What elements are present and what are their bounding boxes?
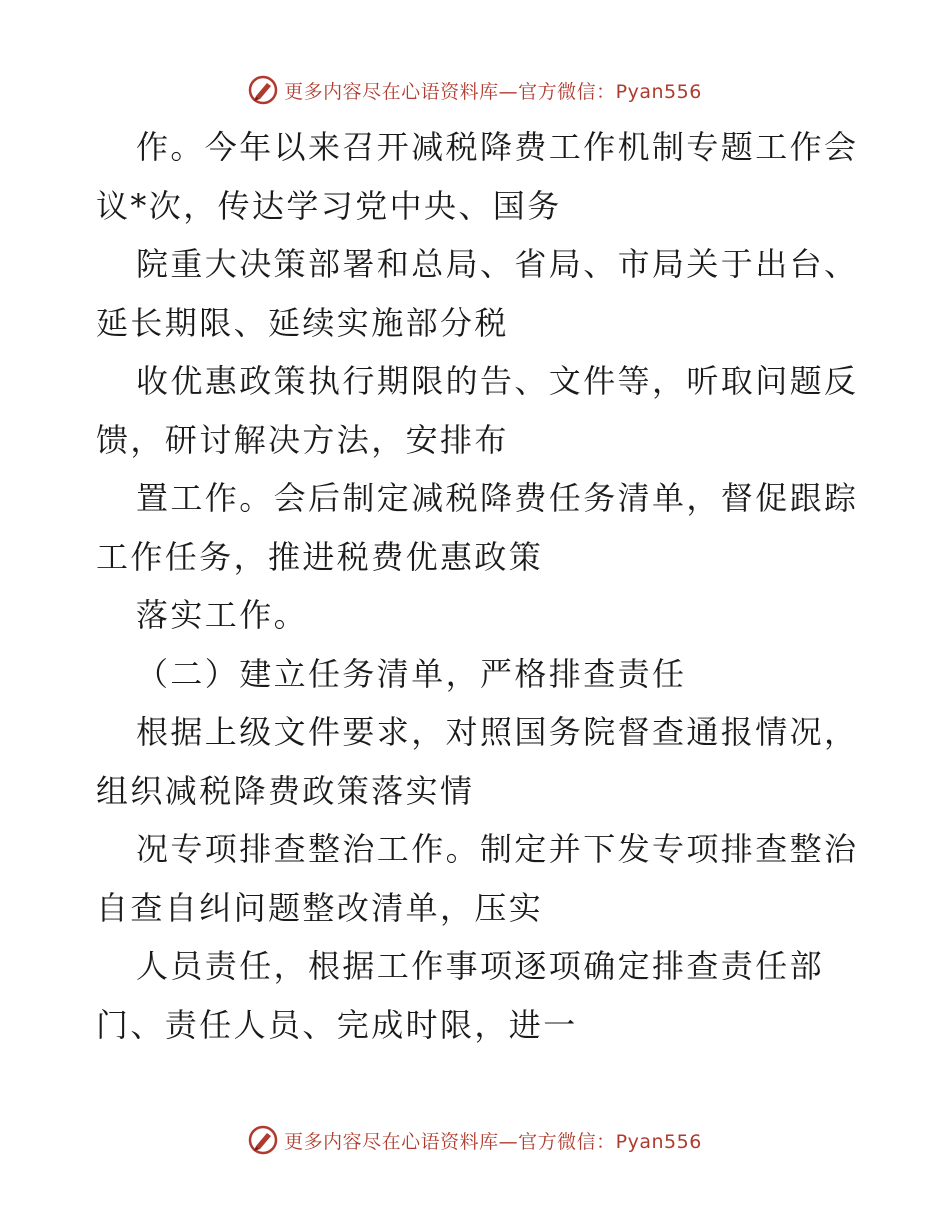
watermark-text: 更多内容尽在心语资料库—官方微信：Pyan556	[284, 1130, 702, 1153]
text-line: 根据上级文件要求，对照国务院督查通报情况，	[136, 713, 859, 751]
text-line: 院重大决策部署和总局、省局、市局关于出台、	[136, 245, 859, 283]
text-line: 门、责任人员、完成时限，进一	[96, 1005, 578, 1044]
text-line: 收优惠政策执行期限的告、文件等，听取问题反	[136, 362, 859, 400]
text-line: 延长期限、延续实施部分税	[96, 303, 509, 342]
text-line: 人员责任，根据工作事项逐项确定排查责任部	[136, 947, 825, 985]
text-line: 工作任务，推进税费优惠政策	[96, 537, 544, 576]
pen-logo-icon	[248, 75, 278, 105]
header-watermark	[0, 72, 950, 108]
pen-logo-icon	[248, 1125, 278, 1155]
text-line: 落实工作。	[136, 596, 309, 634]
text-line: 作。今年以来召开减税降费工作机制专题工作会	[136, 128, 859, 166]
text-line: 馈，研讨解决方法，安排布	[96, 420, 509, 459]
text-line: 置工作。会后制定减税降费任务清单，督促跟踪	[136, 479, 859, 517]
text-line: 况专项排查整治工作。制定并下发专项排查整治	[136, 830, 859, 868]
watermark-text: 更多内容尽在心语资料库—官方微信：Pyan556	[284, 80, 702, 103]
text-line: （二）建立任务清单，严格排查责任	[136, 654, 687, 693]
text-line: 自查自纠问题整改清单，压实	[96, 888, 544, 927]
footer-watermark	[0, 1122, 950, 1158]
text-line: 组织减税降费政策落实情	[96, 771, 475, 810]
document-body	[96, 118, 859, 1054]
text-line: 议*次，传达学习党中央、国务	[96, 186, 562, 225]
